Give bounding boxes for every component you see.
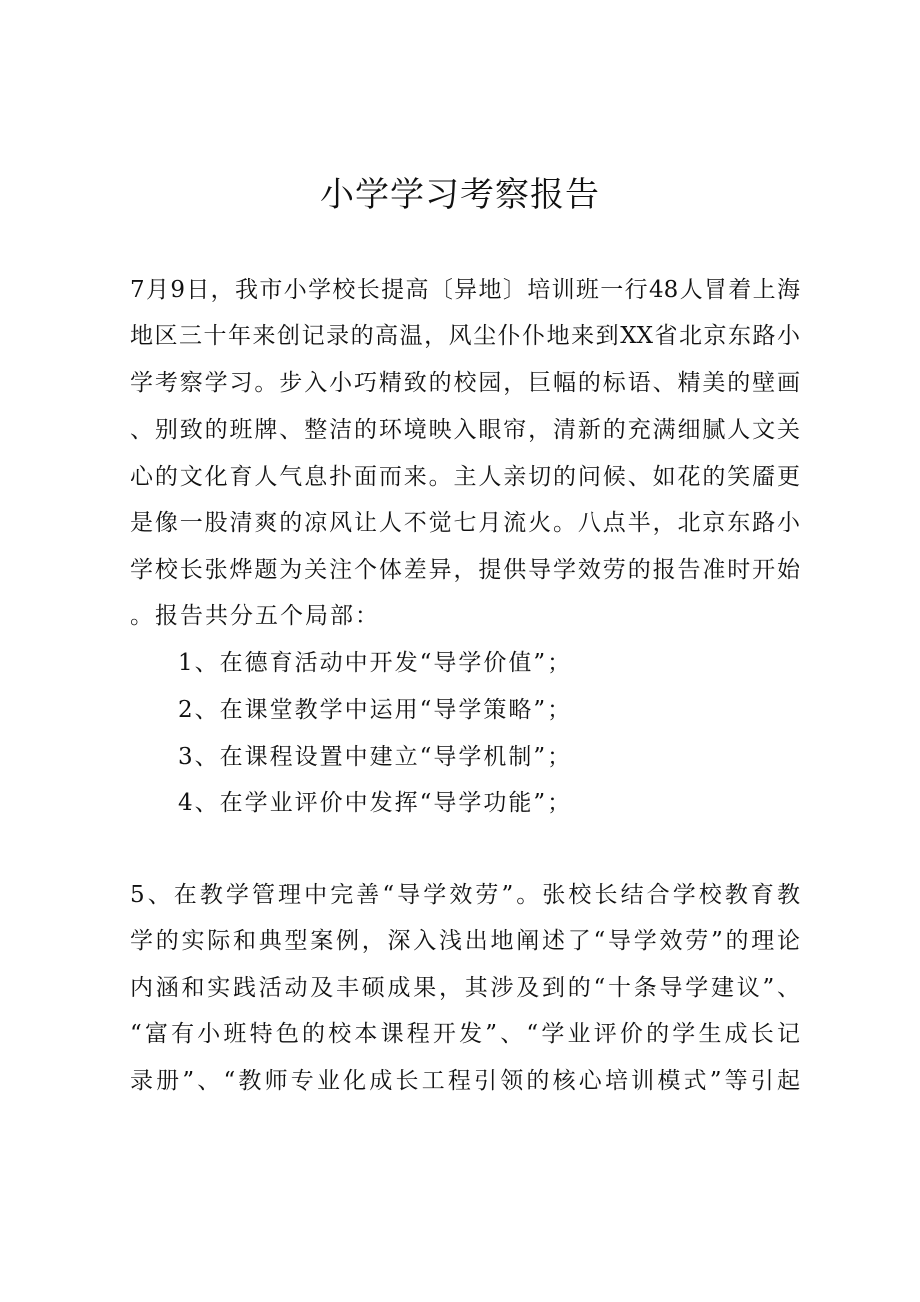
paragraph-line: 、别致的班牌、整洁的环境映入眼帘，清新的充满细腻人文关 bbox=[130, 417, 800, 443]
paragraph-line: 心的文化育人气息扑面而来。主人亲切的问候、如花的笑靥更 bbox=[130, 464, 800, 490]
paragraph-line: 学校长张烨题为关注个体差异，提供导学效劳的报告准时开始 bbox=[130, 557, 800, 583]
list-item: 2、在课堂教学中运用“导学策略”； bbox=[178, 697, 573, 723]
list-item: 1、在德育活动中开发“导学价值”； bbox=[178, 650, 573, 676]
paragraph-line: 录册”、“教师专业化成长工程引领的核心培训模式”等引起 bbox=[130, 1068, 800, 1094]
paragraph-line: 7月9日，我市小学校长提高〔异地〕培训班一行48人冒着上海 bbox=[130, 277, 800, 303]
paragraph-line: 。报告共分五个局部： bbox=[130, 603, 380, 629]
paragraph-line: 学考察学习。步入小巧精致的校园，巨幅的标语、精美的壁画 bbox=[130, 370, 800, 396]
paragraph-line: “富有小班特色的校本课程开发”、“学业评价的学生成长记 bbox=[130, 1021, 800, 1047]
list-item: 4、在学业评价中发挥“导学功能”； bbox=[178, 790, 573, 816]
paragraph-line: 内涵和实践活动及丰硕成果，其涉及到的“十条导学建议”、 bbox=[130, 975, 800, 1001]
list-item: 3、在课程设置中建立“导学机制”； bbox=[178, 744, 573, 770]
paragraph-line: 5、在教学管理中完善“导学效劳”。张校长结合学校教育教 bbox=[130, 882, 800, 908]
document-title: 小学学习考察报告 bbox=[320, 175, 600, 215]
paragraph-line: 地区三十年来创记录的高温，风尘仆仆地来到XX省北京东路小 bbox=[130, 323, 800, 349]
paragraph-line: 是像一股清爽的凉风让人不觉七月流火。八点半，北京东路小 bbox=[130, 510, 800, 536]
paragraph-line: 学的实际和典型案例，深入浅出地阐述了“导学效劳”的理论 bbox=[130, 928, 800, 954]
